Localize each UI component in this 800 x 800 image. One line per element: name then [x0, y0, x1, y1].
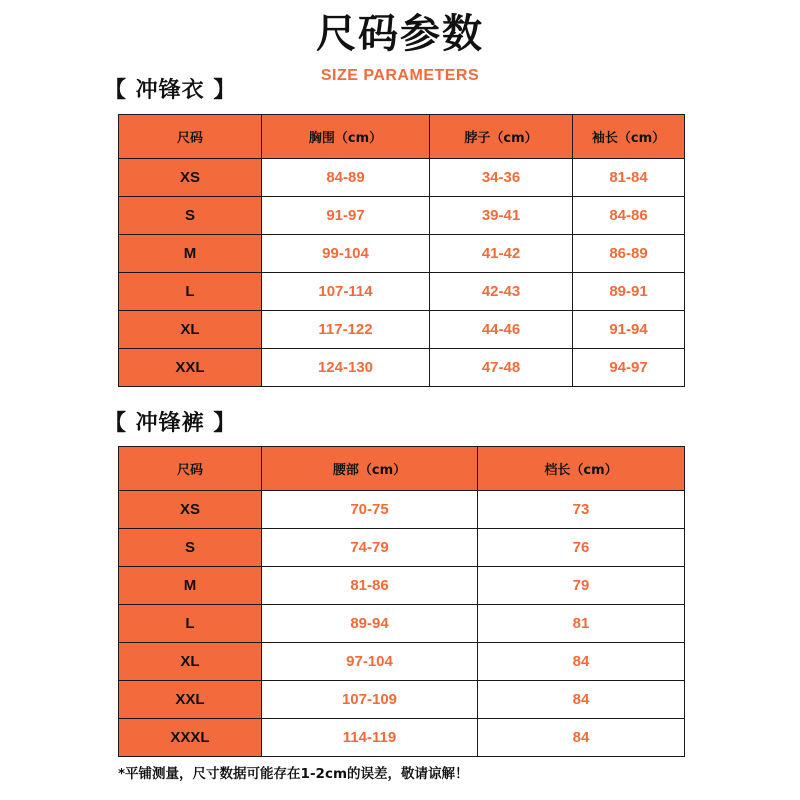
size-cell: XS — [119, 159, 262, 197]
rise-cell: 84 — [478, 719, 685, 757]
sleeve-cell: 89-91 — [573, 273, 685, 311]
waist-cell: 81-86 — [262, 567, 478, 605]
header-size: 尺码 — [119, 447, 262, 491]
neck-cell: 42-43 — [430, 273, 573, 311]
table-row — [119, 681, 685, 719]
size-cell: M — [119, 567, 262, 605]
sleeve-cell: 86-89 — [573, 235, 685, 273]
chest-cell: 99-104 — [262, 235, 430, 273]
table-row — [119, 719, 685, 757]
size-cell: XXL — [119, 349, 262, 387]
pants-size-table — [118, 446, 685, 757]
sleeve-cell: 81-84 — [573, 159, 685, 197]
table-row — [119, 159, 685, 197]
table-row — [119, 273, 685, 311]
neck-cell: 47-48 — [430, 349, 573, 387]
jacket-section-label: 【 冲锋衣 】 — [104, 78, 237, 103]
rise-cell: 73 — [478, 491, 685, 529]
chest-cell: 117-122 — [262, 311, 430, 349]
size-cell: M — [119, 235, 262, 273]
neck-cell: 41-42 — [430, 235, 573, 273]
table-row — [119, 529, 685, 567]
waist-cell: 70-75 — [262, 491, 478, 529]
chest-cell: 124-130 — [262, 349, 430, 387]
neck-cell: 34-36 — [430, 159, 573, 197]
sleeve-cell: 84-86 — [573, 197, 685, 235]
size-cell: L — [119, 605, 262, 643]
chest-cell: 91-97 — [262, 197, 430, 235]
waist-cell: 74-79 — [262, 529, 478, 567]
sleeve-cell: 91-94 — [573, 311, 685, 349]
sleeve-cell: 94-97 — [573, 349, 685, 387]
waist-cell: 97-104 — [262, 643, 478, 681]
size-cell: XL — [119, 311, 262, 349]
table-row — [119, 605, 685, 643]
waist-cell: 107-109 — [262, 681, 478, 719]
table-row — [119, 197, 685, 235]
chest-cell: 84-89 — [262, 159, 430, 197]
measurement-footnote: *平铺测量，尺寸数据可能存在1-2cm的误差，敬请谅解！ — [118, 766, 469, 782]
header-neck: 脖子（cm） — [430, 115, 573, 159]
header-sleeve: 袖长（cm） — [573, 115, 685, 159]
size-cell: XL — [119, 643, 262, 681]
table-row — [119, 567, 685, 605]
rise-cell: 76 — [478, 529, 685, 567]
size-cell: S — [119, 529, 262, 567]
chest-cell: 107-114 — [262, 273, 430, 311]
pants-section-label: 【 冲锋裤 】 — [104, 411, 237, 436]
table-row — [119, 311, 685, 349]
neck-cell: 39-41 — [430, 197, 573, 235]
jacket-size-table — [118, 114, 685, 387]
header-chest: 胸围（cm） — [262, 115, 430, 159]
waist-cell: 114-119 — [262, 719, 478, 757]
size-cell: S — [119, 197, 262, 235]
table-header-row — [119, 447, 685, 491]
rise-cell: 79 — [478, 567, 685, 605]
table-row — [119, 643, 685, 681]
waist-cell: 89-94 — [262, 605, 478, 643]
table-row — [119, 491, 685, 529]
table-row — [119, 235, 685, 273]
table-header-row — [119, 115, 685, 159]
size-cell: XS — [119, 491, 262, 529]
header-size: 尺码 — [119, 115, 262, 159]
rise-cell: 84 — [478, 643, 685, 681]
size-cell: XXL — [119, 681, 262, 719]
page-title: 尺码参数 — [316, 11, 484, 57]
size-cell: XXXL — [119, 719, 262, 757]
rise-cell: 84 — [478, 681, 685, 719]
rise-cell: 81 — [478, 605, 685, 643]
table-row — [119, 349, 685, 387]
page-subtitle: SIZE PARAMETERS — [320, 67, 480, 84]
neck-cell: 44-46 — [430, 311, 573, 349]
size-cell: L — [119, 273, 262, 311]
header-rise: 档长（cm） — [478, 447, 685, 491]
header-waist: 腰部（cm） — [262, 447, 478, 491]
